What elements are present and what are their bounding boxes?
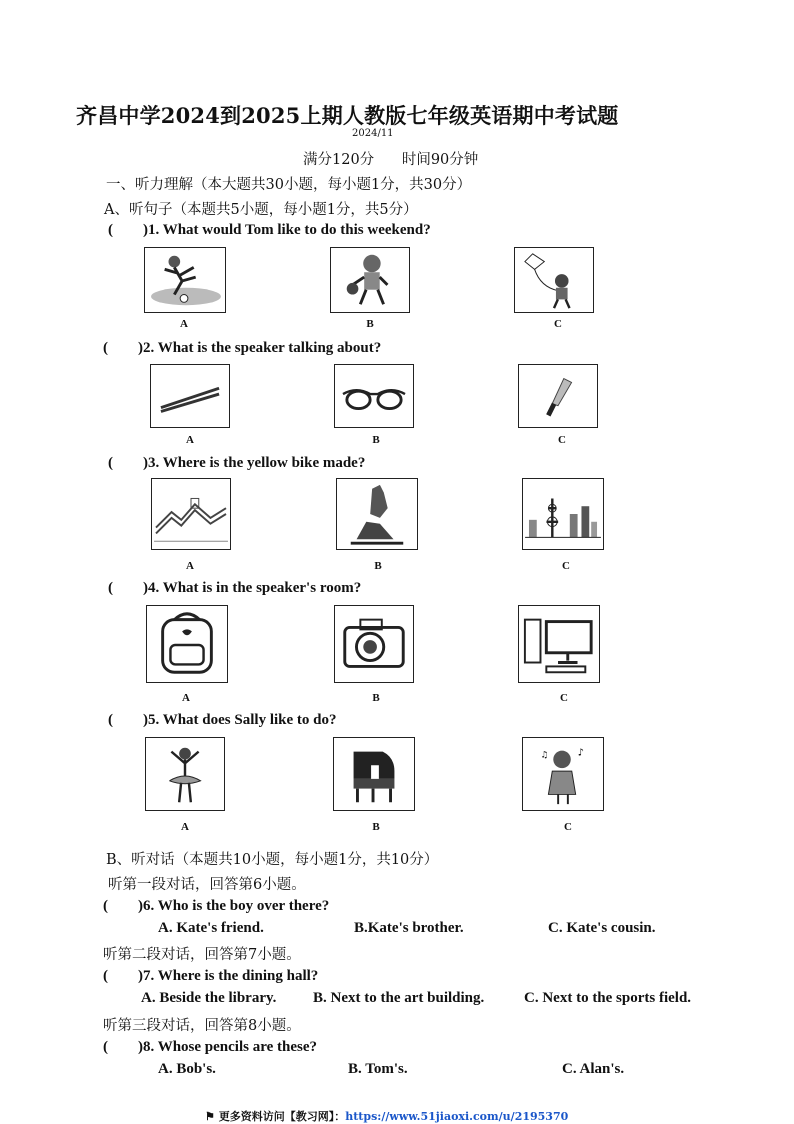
question-7-stem: ( )7. Where is the dining hall? <box>103 968 319 984</box>
q2-label-b: B <box>372 434 380 446</box>
q1-label-b: B <box>366 318 374 330</box>
great-wall-icon[interactable] <box>151 478 231 550</box>
q4-label-c: C <box>560 692 568 704</box>
q7-option-c[interactable]: C. Next to the sports field. <box>524 990 692 1006</box>
q6-option-c[interactable]: C. Kate's cousin. <box>548 920 656 936</box>
q3-label-a: A <box>186 560 194 572</box>
exam-date: 2024/11 <box>352 128 394 139</box>
flag-icon: ⚑ <box>205 1110 215 1123</box>
basketball-player-icon[interactable] <box>330 247 410 313</box>
question-5-stem: ( )5. What does Sally like to do? <box>108 712 337 728</box>
question-6-stem: ( )6. Who is the boy over there? <box>103 898 330 914</box>
city-skyline-icon[interactable] <box>522 478 604 550</box>
question-4-stem: ( )4. What is in the speaker's room? <box>108 580 362 596</box>
q4-label-a: A <box>182 692 190 704</box>
question-3-stem: ( )3. Where is the yellow bike made? <box>108 455 366 471</box>
chopsticks-icon[interactable] <box>150 364 230 428</box>
q7-option-b[interactable]: B. Next to the art building. <box>313 990 485 1006</box>
q8-option-b[interactable]: B. Tom's. <box>348 1061 408 1077</box>
part-a-heading: A、听句子（本题共5小题，每小题1分，共5分） <box>104 202 418 218</box>
dialogue-3-instruction: 听第三段对话，回答第8小题。 <box>103 1018 301 1034</box>
footer-text: 更多资料访问【教习网】： <box>218 1110 346 1123</box>
section-one-heading: 一、听力理解（本大题共30小题，每小题1分，共30分） <box>106 177 472 193</box>
q1-label-c: C <box>554 318 562 330</box>
footer-link[interactable]: https://www.51jiaoxi.com/u/2195370 <box>345 1110 569 1123</box>
q8-option-a[interactable]: A. Bob's. <box>158 1061 216 1077</box>
part-b-heading: B、听对话（本题共10小题，每小题1分，共10分） <box>106 852 439 868</box>
football-player-icon[interactable] <box>144 247 226 313</box>
backpack-icon[interactable] <box>146 605 228 683</box>
q3-label-c: C <box>562 560 570 572</box>
q5-label-c: C <box>564 821 572 833</box>
q6-option-b[interactable]: B.Kate's brother. <box>354 920 464 936</box>
glasses-icon[interactable] <box>334 364 414 428</box>
svg-text:♪: ♪ <box>577 747 584 759</box>
q5-label-a: A <box>181 821 189 833</box>
computer-icon[interactable] <box>518 605 600 683</box>
knife-icon[interactable] <box>518 364 598 428</box>
q2-label-a: A <box>186 434 194 446</box>
q8-option-c[interactable]: C. Alan's. <box>562 1061 625 1077</box>
q3-label-b: B <box>374 560 382 572</box>
q6-option-a[interactable]: A. Kate's friend. <box>158 920 264 936</box>
q7-option-a[interactable]: A. Beside the library. <box>141 990 277 1006</box>
q5-label-b: B <box>372 821 380 833</box>
dialogue-1-instruction: 听第一段对话，回答第6小题。 <box>108 877 306 893</box>
score-time: 满分120分 时间90分钟 <box>303 152 479 168</box>
singing-girl-icon[interactable] <box>522 737 604 811</box>
camera-icon[interactable] <box>334 605 414 683</box>
ballet-dancer-icon[interactable] <box>145 737 225 811</box>
svg-text:♫: ♫ <box>540 750 549 761</box>
question-8-stem: ( )8. Whose pencils are these? <box>103 1039 318 1055</box>
q1-label-a: A <box>180 318 188 330</box>
dialogue-2-instruction: 听第二段对话，回答第7小题。 <box>103 947 301 963</box>
goat-statue-icon[interactable] <box>336 478 418 550</box>
kite-flying-icon[interactable] <box>514 247 594 313</box>
q4-label-b: B <box>372 692 380 704</box>
question-1-stem: ( )1. What would Tom like to do this weekend? <box>108 222 431 238</box>
footer <box>205 1108 568 1124</box>
question-2-stem: ( )2. What is the speaker talking about? <box>103 340 382 356</box>
exam-title: 齐昌中学2024到2025上期人教版七年级英语期中考试题 <box>76 103 619 128</box>
piano-icon[interactable] <box>333 737 415 811</box>
q2-label-c: C <box>558 434 566 446</box>
